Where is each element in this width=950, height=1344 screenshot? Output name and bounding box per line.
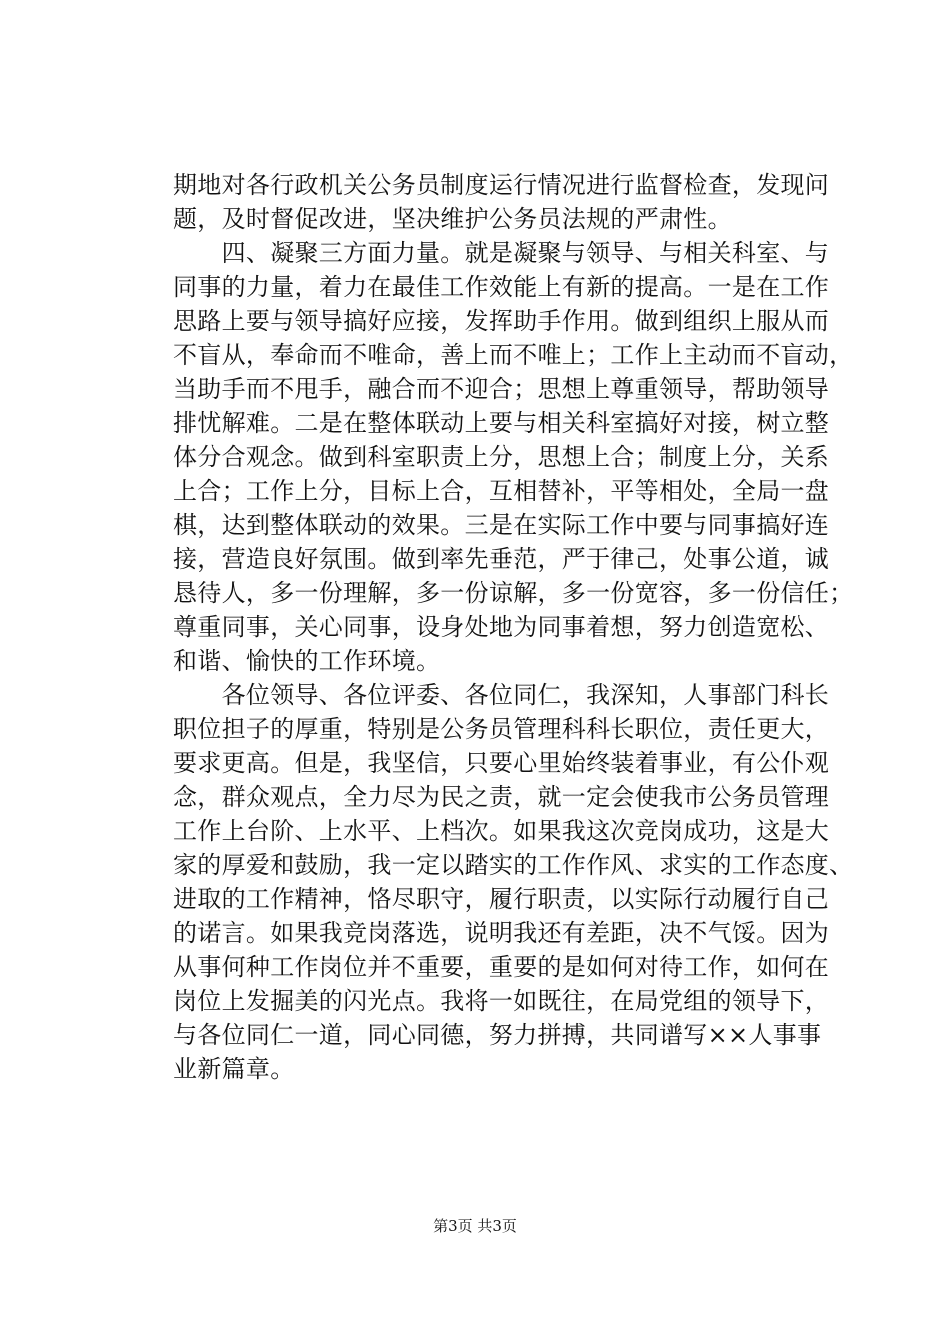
body-text-line: 期地对各行政机关公务员制度运行情况进行监督检查，发现问	[173, 171, 830, 199]
body-text-line: 恳待人，多一份理解，多一份谅解，多一份宽容，多一份信任；	[173, 579, 854, 607]
body-text-line: 和谐、愉快的工作环境。	[173, 647, 441, 675]
body-text-line: 念，群众观点，全力尽为民之责，就一定会使我市公务员管理	[173, 783, 830, 811]
body-text-line: 要求更高。但是，我坚信，只要心里始终装着事业，有公仆观	[173, 749, 830, 777]
body-text-line: 思路上要与领导搞好应接，发挥助手作用。做到组织上服从而	[173, 307, 830, 335]
body-text-line: 职位担子的厚重，特别是公务员管理科科长职位，责任更大，	[173, 715, 830, 743]
body-text-line: 业新篇章。	[173, 1055, 295, 1083]
body-text-line: 与各位同仁一道，同心同德，努力拼搏，共同谱写××人事事	[173, 1021, 822, 1049]
body-text-line: 进取的工作精神，恪尽职守，履行职责，以实际行动履行自己	[173, 885, 830, 913]
body-text-line: 体分合观念。做到科室职责上分，思想上合；制度上分，关系	[173, 443, 830, 471]
body-text-line: 当助手而不甩手，融合而不迎合；思想上尊重领导，帮助领导	[173, 375, 830, 403]
body-text-line: 接，营造良好氛围。做到率先垂范，严于律己，处事公道，诚	[173, 545, 830, 573]
body-text-line: 题，及时督促改进，坚决维护公务员法规的严肃性。	[173, 205, 732, 233]
body-text-line: 上合；工作上分，目标上合，互相替补，平等相处，全局一盘	[173, 477, 830, 505]
body-text-line: 四、凝聚三方面力量。就是凝聚与领导、与相关科室、与	[173, 239, 830, 267]
body-text-line: 尊重同事，关心同事，设身处地为同事着想，努力创造宽松、	[173, 613, 830, 641]
body-text-line: 岗位上发掘美的闪光点。我将一如既往，在局党组的领导下，	[173, 987, 830, 1015]
body-text-line: 的诺言。如果我竞岗落选，说明我还有差距，决不气馁。因为	[173, 919, 830, 947]
body-text-line: 棋，达到整体联动的效果。三是在实际工作中要与同事搞好连	[173, 511, 830, 539]
body-text-line: 同事的力量，着力在最佳工作效能上有新的提高。一是在工作	[173, 273, 830, 301]
body-text-line: 各位领导、各位评委、各位同仁，我深知，人事部门科长	[173, 681, 830, 709]
body-text-line: 不盲从，奉命而不唯命，善上而不唯上；工作上主动而不盲动，	[173, 341, 854, 369]
body-text-line: 从事何种工作岗位并不重要，重要的是如何对待工作，如何在	[173, 953, 830, 981]
body-text-line: 工作上台阶、上水平、上档次。如果我这次竞岗成功，这是大	[173, 817, 830, 845]
body-text-line: 家的厚爱和鼓励，我一定以踏实的工作作风、求实的工作态度、	[173, 851, 854, 879]
page-footer: 第3页 共3页	[433, 1217, 517, 1235]
body-text-line: 排忧解难。二是在整体联动上要与相关科室搞好对接，树立整	[173, 409, 830, 437]
